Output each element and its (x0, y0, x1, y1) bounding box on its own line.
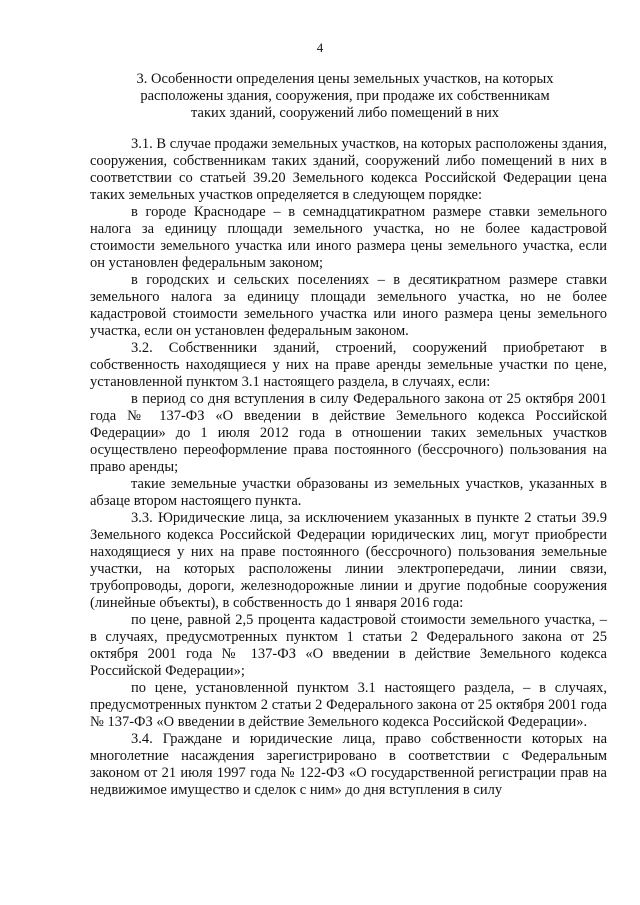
heading-line: расположены здания, сооружения, при продаже их собственникам (140, 88, 550, 104)
paragraph-formed-plots: такие земельные участки образованы из земельных участков, указанных в абзаце втором настоящего пункта. (90, 476, 607, 509)
paragraph-3-1: 3.1. В случае продажи земельных участков, на которых расположены здания, сооружения, собственникам таких зданий, сооружений либо помещений в них в соответствии со статьей 39.20 Земельного кодекса Российской Федерации цена таких земельных участков определяется в следующем порядке: (90, 136, 607, 203)
paragraph-period: в период со дня вступления в силу Федерального закона от 25 октября 2001 года № 137-ФЗ «О введении в действие Земельного кодекса Российской Федерации» до 1 июля 2012 года в отношении таких земельных участков осуществлено переоформление права постоянного (бессрочного) пользования на право аренды; (90, 391, 607, 475)
heading-line: 3. Особенности определения цены земельных участков, на которых (136, 71, 554, 87)
page-number: 4 (316, 40, 324, 55)
paragraph-krasnodar: в городе Краснодаре – в семнадцатикратном размере ставки земельного налога за единицу площади земельного участка, но не более кадастровой стоимости земельного участка или иного размера цены земельного участка, если он установлен федеральным законом; (90, 204, 607, 271)
heading-line: таких зданий, сооружений либо помещений в них (191, 105, 499, 121)
paragraph-3-3: 3.3. Юридические лица, за исключением указанных в пункте 2 статьи 39.9 Земельного кодекса Российской Федерации юридических лиц, могут приобрести находящиеся у них на праве постоянного (бессрочного) пользования земельные участки, на которых расположены линии электропередачи, линии связи, трубопроводы, дороги, железнодорожные линии и другие подобные сооружения (линейные объекты), в собственность до 1 января 2016 года: (90, 510, 607, 611)
paragraph-settlements: в городских и сельских поселениях – в десятикратном размере ставки земельного налога за единицу площади земельного участка, но не более кадастровой стоимости земельного участка или иного размера цены земельного участка, если он установлен федеральным законом. (90, 272, 607, 339)
paragraph-price-2-5: по цене, равной 2,5 процента кадастровой стоимости земельного участка, – в случаях, предусмотренных пунктом 1 статьи 2 Федерального закона от 25 октября 2001 года № 137-ФЗ «О введении в действие Земельного кодекса Российской Федерации»; (90, 612, 607, 679)
paragraph-3-4: 3.4. Граждане и юридические лица, право собственности которых на многолетние насаждения зарегистрировано в соответствии с Федеральным законом от 21 июля 1997 года № 122-ФЗ «О государственной регистрации прав на недвижимое имущество и сделок с ним» до дня вступления в силу (90, 731, 607, 798)
document-body (90, 136, 607, 799)
section-heading (90, 71, 600, 122)
paragraph-3-2: 3.2. Собственники зданий, строений, сооружений приобретают в собственность находящиеся у них на праве аренды земельные участки по цене, установленной пунктом 3.1 настоящего раздела, в случаях, если: (90, 340, 607, 390)
paragraph-price-3-1: по цене, установленной пунктом 3.1 настоящего раздела, – в случаях, предусмотренных пунктом 2 статьи 2 Федерального закона от 25 октября 2001 года № 137-ФЗ «О введении в действие Земельного кодекса Российской Федерации». (90, 680, 607, 730)
